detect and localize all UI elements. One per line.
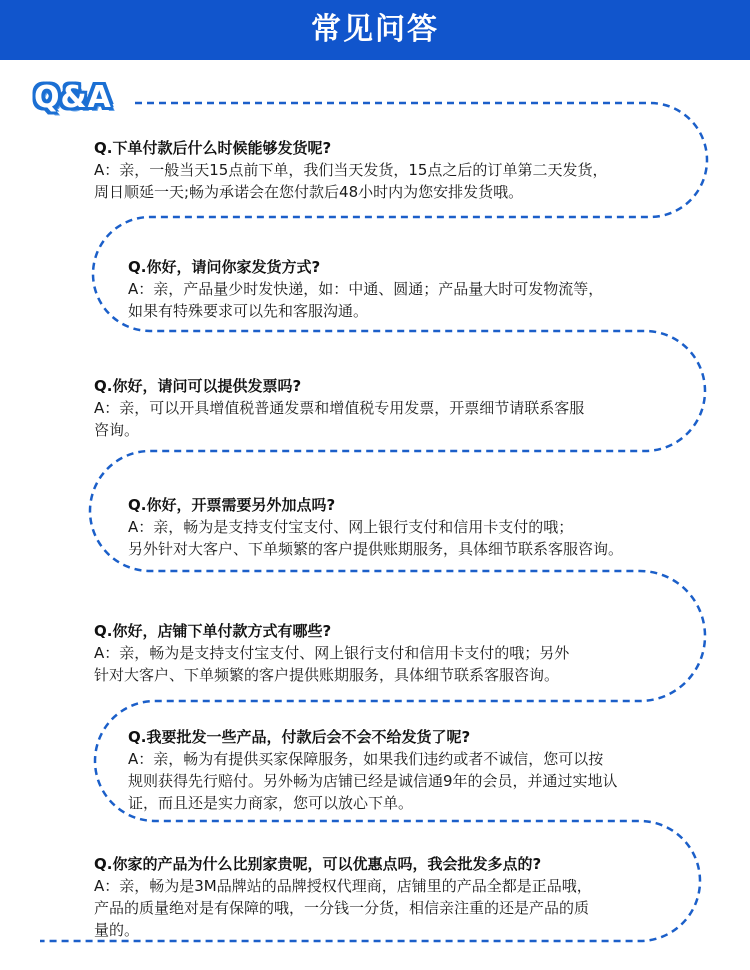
faq-answer: A：亲，畅为是3M品牌站的品牌授权代理商，店铺里的产品全都是正品哦， 产品的质量绝对是有保障的哦，一分钱一分货，相信亲注重的还是产品的质 量的。 xyxy=(94,877,592,939)
faq-item-6 xyxy=(128,726,618,814)
faq-answer: A：亲，可以开具增值税普通发票和增值税专用发票，开票细节请联系客服 咨询。 xyxy=(94,399,585,439)
faq-item-7 xyxy=(94,853,592,941)
faq-question: Q.你好，开票需要另外加点吗? xyxy=(128,496,336,514)
faq-item-5 xyxy=(94,620,569,686)
faq-question: Q.你好，请问可以提供发票吗? xyxy=(94,377,302,395)
faq-answer: A：亲，畅为有提供买家保障服务，如果我们违约或者不诚信，您可以按 规则获得先行赔付。另外畅为店铺已经是诚信通9年的会员，并通过实地认 证，而且还是实力商家，您可以放心下单。 xyxy=(128,750,618,812)
faq-question: Q.你好，店铺下单付款方式有哪些? xyxy=(94,622,332,640)
faq-question: Q.你好，请问你家发货方式? xyxy=(128,258,321,276)
qa-logo-text: Q&A xyxy=(34,80,112,115)
faq-item-3 xyxy=(94,375,584,441)
faq-item-2 xyxy=(128,256,603,322)
faq-question: Q.我要批发一些产品，付款后会不会不给发货了呢? xyxy=(128,728,471,746)
faq-item-4 xyxy=(128,494,623,560)
faq-answer: A：亲，一般当天15点前下单，我们当天发货，15点之后的订单第二天发货， 周日顺延一天;畅为承诺会在您付款后48小时内为您安排发货哦。 xyxy=(94,161,608,201)
faq-question: Q.你家的产品为什么比别家贵呢，可以优惠点吗，我会批发多点的? xyxy=(94,855,542,873)
page-title: 常见问答 xyxy=(311,12,439,47)
faq-item-1 xyxy=(94,137,607,203)
faq-answer: A：亲，畅为是支持支付宝支付、网上银行支付和信用卡支付的哦；另外 针对大客户、下单频繁的客户提供账期服务，具体细节联系客服咨询。 xyxy=(94,644,570,684)
faq-question: Q.下单付款后什么时候能够发货呢? xyxy=(94,139,332,157)
qa-logo xyxy=(28,80,138,120)
faq-answer: A：亲，畅为是支持支付宝支付、网上银行支付和信用卡支付的哦； 另外针对大客户、下单频繁的客户提供账期服务，具体细节联系客服咨询。 xyxy=(128,518,624,558)
faq-answer: A：亲，产品量少时发快递，如：中通、圆通；产品量大时可发物流等， 如果有特殊要求可以先和客服沟通。 xyxy=(128,280,604,320)
